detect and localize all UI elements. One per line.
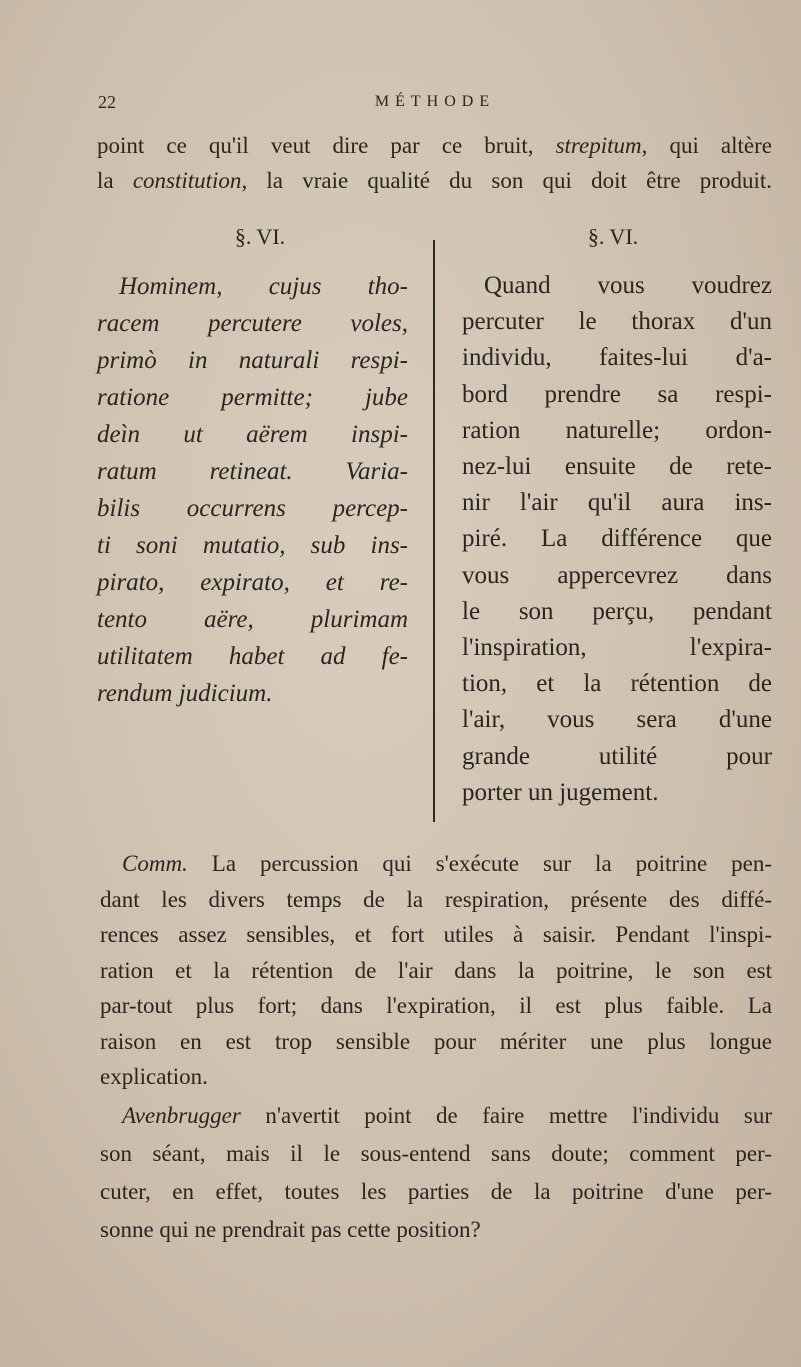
- text-line: piré. La différence que: [462, 525, 772, 553]
- text-line: nir l'air qu'il aura ins-: [462, 489, 772, 517]
- italic-term: strepitum: [555, 133, 642, 158]
- running-title: MÉTHODE: [374, 93, 496, 110]
- intro-paragraph: [97, 128, 772, 198]
- text-line: [97, 128, 772, 163]
- text-line: primò in naturali respi-: [97, 347, 408, 374]
- french-section-heading: §. VI.: [587, 224, 639, 249]
- text-line: explication.: [100, 1064, 208, 1089]
- text-line: l'inspiration, l'expira-: [462, 634, 772, 662]
- text-line: nez-lui ensuite de rete-: [462, 453, 772, 481]
- text-line: porter un jugement.: [462, 778, 659, 806]
- commentary-paragraph: [100, 846, 772, 1095]
- text-line: utilitatem habet ad fe-: [97, 643, 408, 670]
- text: La percussion qui s'exécute sur la poitrine pen-: [187, 851, 772, 876]
- text-line: rendum judicium.: [97, 680, 273, 707]
- text: n'avertit point de faire mettre l'individu sur: [240, 1103, 772, 1128]
- text-line: percuter le thorax d'un: [462, 308, 772, 336]
- author-name: Avenbrugger: [122, 1103, 241, 1128]
- text-line: racem percutere voles,: [97, 310, 408, 337]
- text-line: l'air, vous sera d'une: [462, 706, 772, 734]
- text-line: ration et la rétention de l'air dans la poitrine, le son est: [100, 957, 772, 983]
- text: , la vraie qualité du son qui doit être produit.: [241, 168, 772, 193]
- text: la: [97, 168, 133, 193]
- text-line: ratione permitte; jube: [97, 384, 408, 411]
- text-line: Quand vous voudrez: [484, 272, 772, 299]
- text-line: vous appercevrez dans: [462, 561, 772, 589]
- column-divider: [433, 240, 435, 822]
- text-line: rences assez sensibles, et fort utiles à saisir. Pendant l'inspi-: [100, 922, 772, 947]
- text-line: individu, faites-lui d'a-: [462, 344, 772, 372]
- text-line: le son perçu, pendant: [462, 597, 772, 625]
- text-line: grande utilité pour: [462, 742, 772, 770]
- text-line: pirato, expirato, et re-: [97, 569, 408, 596]
- text-line: bord prendre sa respi-: [462, 380, 772, 408]
- text-line: [100, 846, 772, 882]
- text-line: dant les divers temps de la respiration, présente des diffé-: [100, 886, 772, 912]
- latin-section-heading: §. VI.: [234, 224, 286, 249]
- text-line: tento aëre, plurimam: [97, 606, 408, 633]
- text-line: ration naturelle; ordon-: [462, 416, 772, 444]
- avenbrugger-paragraph: [100, 1097, 772, 1249]
- text-line: sonne qui ne prendrait pas cette position?: [100, 1217, 481, 1242]
- text-line: Hominem, cujus tho-: [119, 273, 408, 300]
- french-column: [462, 268, 772, 811]
- text: , qui altère: [641, 133, 772, 158]
- commentary-label: Comm.: [122, 851, 188, 876]
- text-line: deìn ut aërem inspi-: [97, 421, 408, 448]
- text-line: raison en est trop sensible pour mériter une plus longue: [100, 1028, 772, 1054]
- text-line: par-tout plus fort; dans l'expiration, il est plus faible. La: [100, 993, 772, 1018]
- text: point ce qu'il veut dire par ce bruit,: [97, 133, 556, 158]
- italic-term: constitution: [132, 168, 242, 193]
- text-line: ti soni mutatio, sub ins-: [97, 532, 408, 559]
- latin-column: [97, 268, 408, 712]
- text-line: [100, 1097, 772, 1135]
- text-line: [97, 163, 772, 198]
- text-line: bilis occurrens percep-: [97, 495, 408, 522]
- text-line: son séant, mais il le sous-entend sans doute; comment per-: [100, 1141, 772, 1166]
- text-line: ratum retineat. Varia-: [97, 458, 408, 485]
- text-line: cuter, en effet, toutes les parties de la poitrine d'une per-: [100, 1179, 772, 1204]
- text-line: tion, et la rétention de: [462, 670, 772, 698]
- page-number: 22: [98, 92, 116, 112]
